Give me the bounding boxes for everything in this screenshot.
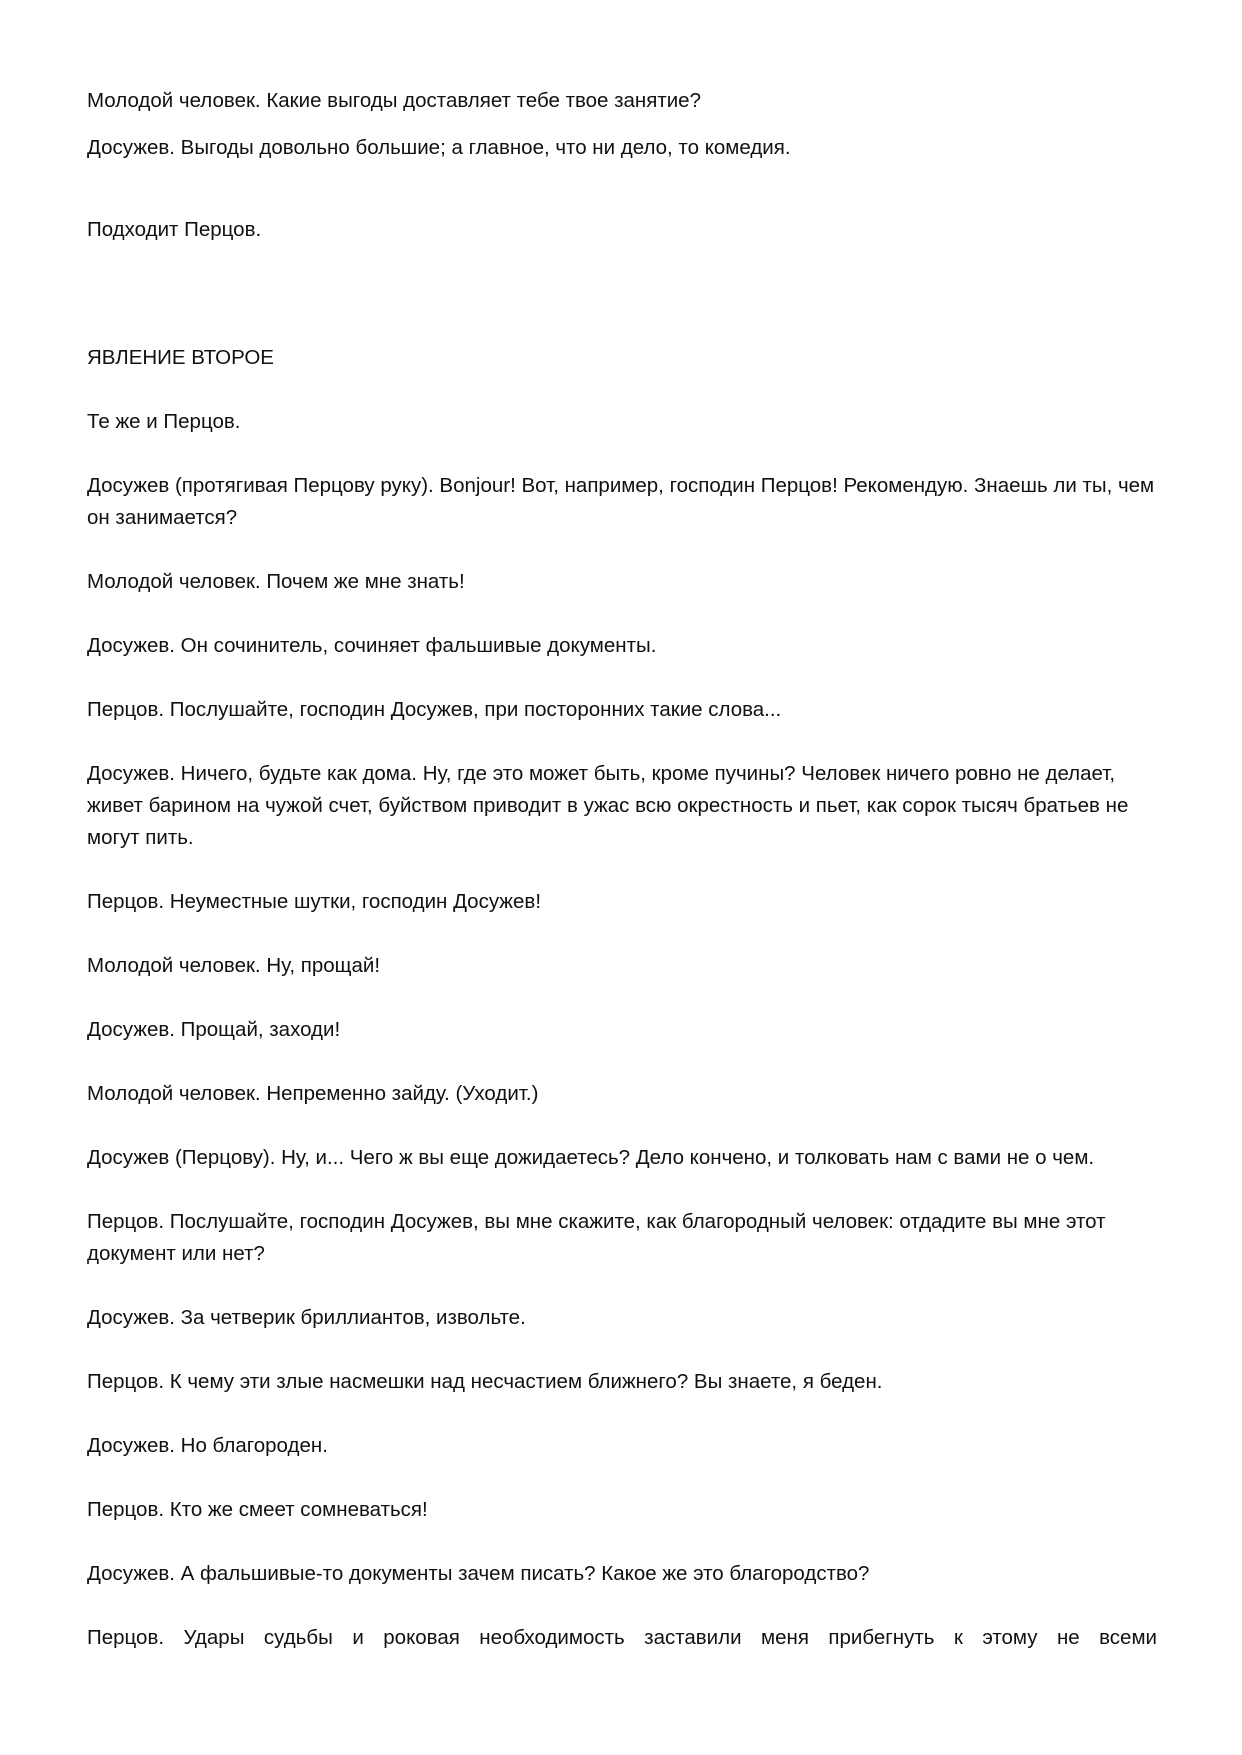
paragraph: Молодой человек. Какие выгоды доставляет тебе твое занятие?	[87, 89, 701, 112]
paragraph: Подходит Перцов.	[87, 218, 262, 241]
paragraph: Перцов. Удары судьбы и роковая необходимость заставили меня прибегнуть к этому не всеми	[87, 1626, 1157, 1649]
paragraph: Досужев. А фальшивые-то документы зачем писать? Какое же это благородство?	[87, 1562, 870, 1585]
paragraph: Досужев. Он сочинитель, сочиняет фальшивые документы.	[87, 634, 657, 657]
stage-direction: Те же и Перцов.	[87, 410, 241, 433]
paragraph: Молодой человек. Непременно зайду. (Уходит.)	[87, 1082, 539, 1105]
paragraph: Молодой человек. Почем же мне знать!	[87, 570, 465, 593]
scene-heading: ЯВЛЕНИЕ ВТОРОЕ	[87, 346, 274, 369]
paragraph: Досужев (протягивая Перцову руку). Bonjour! Вот, например, господин Перцов! Рекомендую. Знаешь ли ты, чем он занимается?	[87, 474, 1155, 529]
paragraph: Досужев. Выгоды довольно большие; а главное, что ни дело, то комедия.	[87, 136, 791, 159]
paragraph: Досужев. Но благороден.	[87, 1434, 328, 1457]
paragraph: Перцов. Послушайте, господин Досужев, вы мне скажите, как благородный человек: отдадите вы мне этот документ или нет?	[87, 1210, 1106, 1265]
paragraph: Перцов. Кто же смеет сомневаться!	[87, 1498, 428, 1521]
paragraph: Досужев (Перцову). Ну, и... Чего ж вы еще дожидаетесь? Дело кончено, и толковать нам с вами не о чем.	[87, 1146, 1095, 1169]
paragraph: Перцов. Послушайте, господин Досужев, при посторонних такие слова...	[87, 698, 782, 721]
paragraph: Молодой человек. Ну, прощай!	[87, 954, 381, 977]
paragraph: Досужев. За четверик бриллиантов, извольте.	[87, 1306, 526, 1329]
paragraph: Досужев. Ничего, будьте как дома. Ну, где это может быть, кроме пучины? Человек ничего ровно не делает, живет барином на чужой счет, буйством приводит в ужас всю окрестность и пьет, как сорок тысяч братьев не могут пить.	[87, 762, 1129, 849]
paragraph: Досужев. Прощай, заходи!	[87, 1018, 341, 1041]
paragraph: Перцов. К чему эти злые насмешки над несчастием ближнего? Вы знаете, я беден.	[87, 1370, 883, 1393]
paragraph: Перцов. Неуместные шутки, господин Досужев!	[87, 890, 542, 913]
